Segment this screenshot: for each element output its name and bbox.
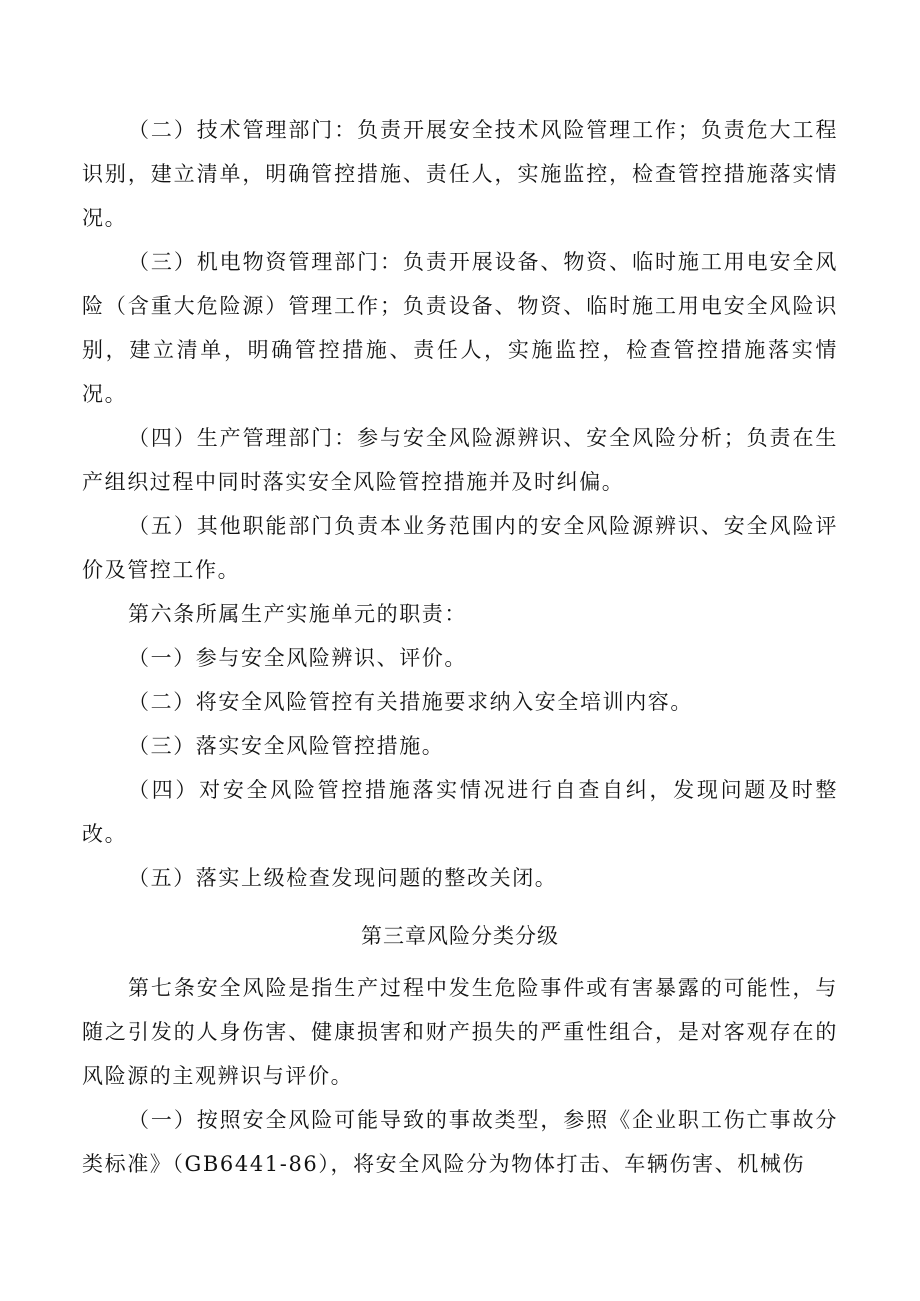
paragraph-mechanical-dept: （三）机电物资管理部门：负责开展设备、物资、临时施工用电安全风险（含重大危险源）管理工作；负责设备、物资、临时施工用电安全风险识别，建立清单，明确管控措施、责任人，实施监控，检查管控措施落实情况。 — [82, 250, 838, 406]
paragraph-article-seven: 第七条安全风险是指生产过程中发生危险事件或有害暴露的可能性，与随之引发的人身伤害、健康损害和财产损失的严重性组合，是对客观存在的风险源的主观辨识与评价。 — [82, 976, 838, 1088]
paragraph-technical-dept: （二）技术管理部门：负责开展安全技术风险管理工作；负责危大工程识别，建立清单，明确管控措施、责任人，实施监控，检查管控措施落实情况。 — [82, 118, 838, 230]
paragraph-item-5: （五）落实上级检查发现问题的整改关闭。 — [128, 866, 558, 890]
paragraph-item-3: （三）落实安全风险管控措施。 — [128, 734, 445, 758]
paragraph-production-dept: （四）生产管理部门：参与安全风险源辨识、安全风险分析；负责在生产组织过程中同时落实安全风险管控措施并及时纠偏。 — [82, 426, 838, 494]
article-six-heading: 第六条所属生产实施单元的职责： — [128, 602, 467, 626]
paragraph-item-1: （一）参与安全风险辨识、评价。 — [128, 646, 467, 670]
paragraph-accident-types: （一）按照安全风险可能导致的事故类型，参照《企业职工伤亡事故分类标准》（GB6441-86），将安全风险分为物体打击、车辆伤害、机械伤 — [82, 1108, 838, 1176]
paragraph-other-depts: （五）其他职能部门负责本业务范围内的安全风险源辨识、安全风险评价及管控工作。 — [82, 514, 838, 582]
chapter-heading: 第三章风险分类分级 — [361, 924, 559, 948]
paragraph-item-4: （四）对安全风险管控措施落实情况进行自查自纠，发现问题及时整改。 — [82, 778, 838, 846]
paragraph-item-2: （二）将安全风险管控有关措施要求纳入安全培训内容。 — [128, 690, 693, 714]
